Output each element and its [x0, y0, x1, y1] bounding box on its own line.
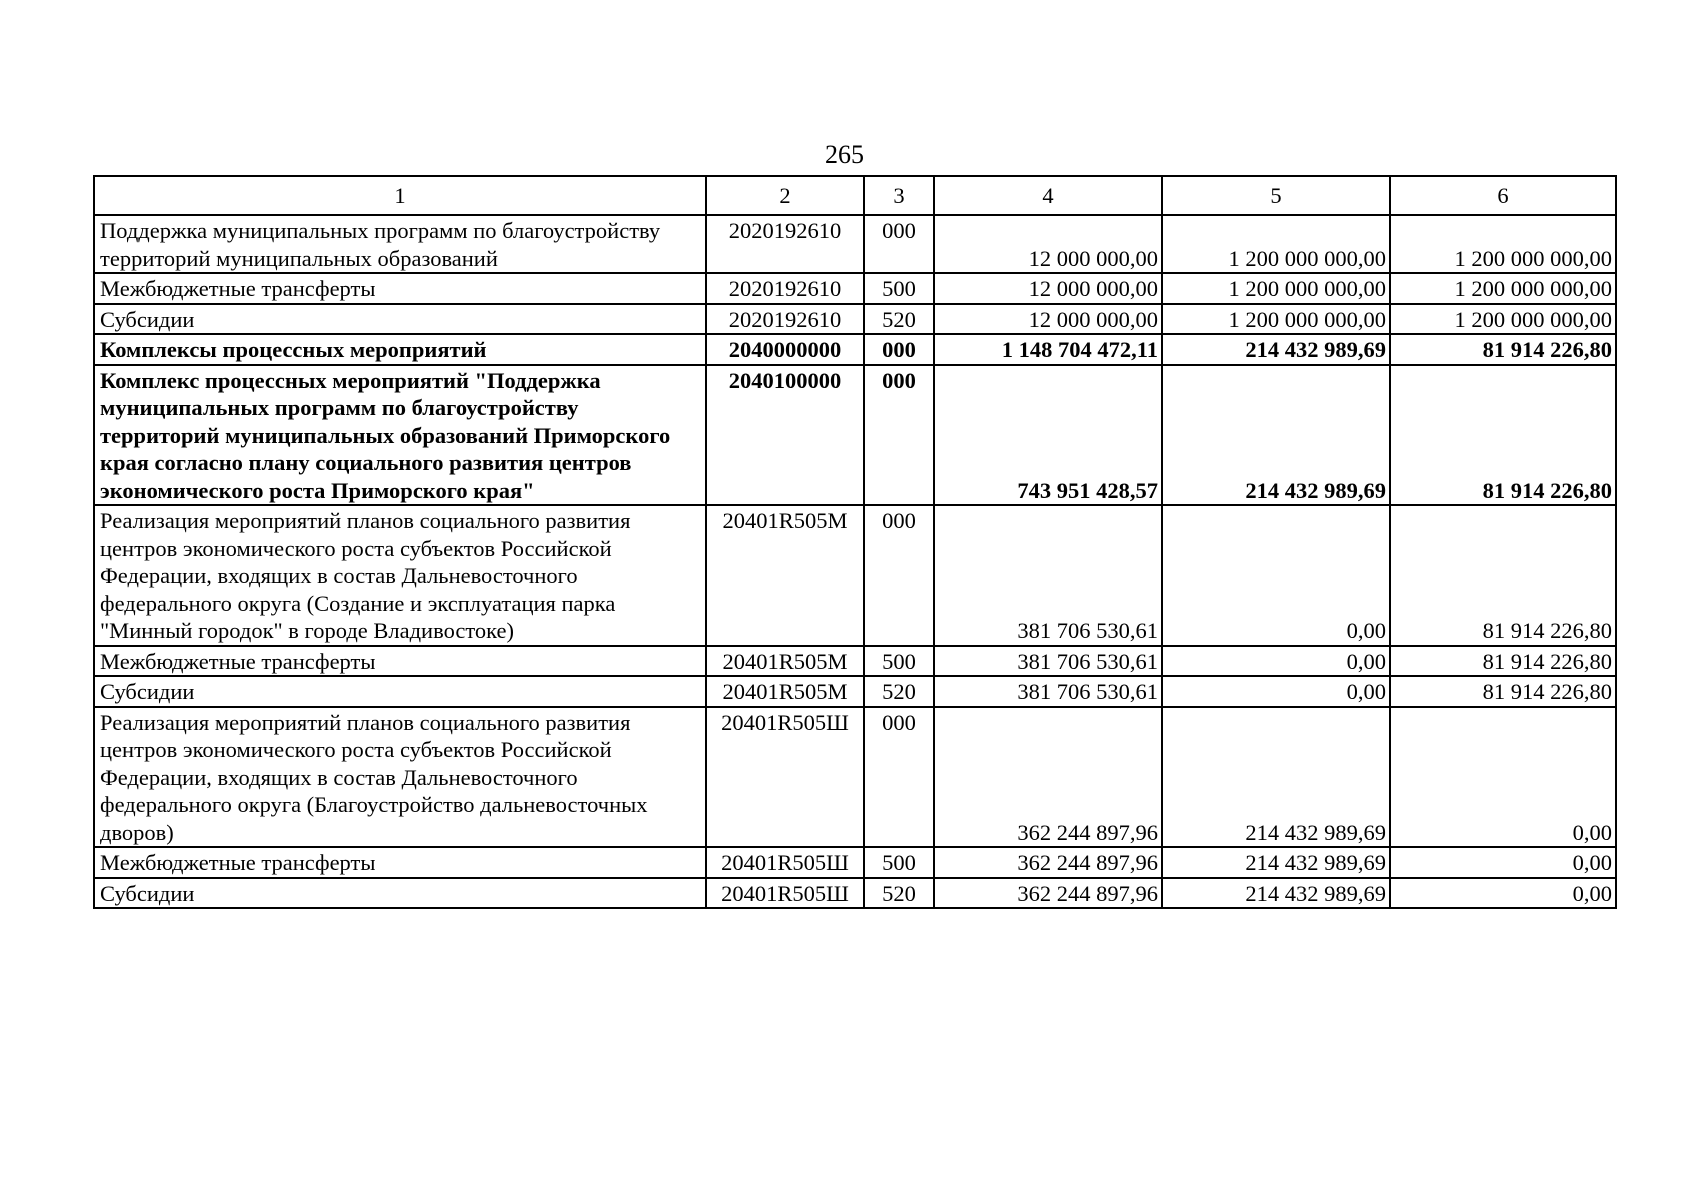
- expense-type-cell: 520: [864, 676, 934, 707]
- table-row: [94, 878, 1616, 909]
- target-code-cell: 2020192610: [706, 215, 864, 273]
- amount-col4-cell: 381 706 530,61: [934, 505, 1162, 646]
- row-name-cell: Комплекс процессных мероприятий "Поддержка муниципальных программ по благоустройству территорий муниципальных образований Приморского края согласно плану социального развития центров экономического роста Приморского края": [94, 365, 706, 506]
- expense-type-cell: 500: [864, 646, 934, 677]
- amount-col4-cell: 12 000 000,00: [934, 215, 1162, 273]
- target-code-cell: 2040100000: [706, 365, 864, 506]
- amount-col6-cell: 0,00: [1390, 847, 1616, 878]
- target-code-cell: 20401R505М: [706, 676, 864, 707]
- expense-type-cell: 000: [864, 334, 934, 365]
- row-name-cell: Межбюджетные трансферты: [94, 273, 706, 304]
- amount-col4-cell: 12 000 000,00: [934, 273, 1162, 304]
- column-header: 6: [1390, 176, 1616, 215]
- amount-col5-cell: 1 200 000 000,00: [1162, 304, 1390, 335]
- expense-type-cell: 000: [864, 505, 934, 646]
- table-row: [94, 334, 1616, 365]
- amount-col4-cell: 381 706 530,61: [934, 646, 1162, 677]
- amount-col5-cell: 214 432 989,69: [1162, 707, 1390, 848]
- amount-col6-cell: 81 914 226,80: [1390, 676, 1616, 707]
- budget-table-body: [94, 176, 1616, 908]
- expense-type-cell: 520: [864, 878, 934, 909]
- budget-table: [93, 175, 1617, 909]
- expense-type-cell: 000: [864, 215, 934, 273]
- expense-type-cell: 500: [864, 273, 934, 304]
- amount-col5-cell: 0,00: [1162, 646, 1390, 677]
- target-code-cell: 20401R505Ш: [706, 878, 864, 909]
- amount-col4-cell: 1 148 704 472,11: [934, 334, 1162, 365]
- amount-col4-cell: 362 244 897,96: [934, 878, 1162, 909]
- amount-col6-cell: 1 200 000 000,00: [1390, 273, 1616, 304]
- target-code-cell: 20401R505Ш: [706, 847, 864, 878]
- row-name-cell: Реализация мероприятий планов социального развития центров экономического роста субъектов Российской Федерации, входящих в состав Дальневосточного федерального округа (Благоустройство дальневосточных дворов): [94, 707, 706, 848]
- row-name-cell: Субсидии: [94, 304, 706, 335]
- table-row: [94, 273, 1616, 304]
- column-header: 1: [94, 176, 706, 215]
- target-code-cell: 20401R505М: [706, 646, 864, 677]
- table-row: [94, 646, 1616, 677]
- amount-col6-cell: 81 914 226,80: [1390, 365, 1616, 506]
- amount-col5-cell: 214 432 989,69: [1162, 334, 1390, 365]
- row-name-cell: Реализация мероприятий планов социального развития центров экономического роста субъектов Российской Федерации, входящих в состав Дальневосточного федерального округа (Создание и эксплуатация парка "Минный городок" в городе Владивостоке): [94, 505, 706, 646]
- row-name-cell: Межбюджетные трансферты: [94, 847, 706, 878]
- amount-col5-cell: 0,00: [1162, 505, 1390, 646]
- column-header: 2: [706, 176, 864, 215]
- table-row: [94, 215, 1616, 273]
- amount-col4-cell: 12 000 000,00: [934, 304, 1162, 335]
- page-number: 265: [825, 140, 864, 169]
- table-row: [94, 707, 1616, 848]
- row-name-cell: Поддержка муниципальных программ по благоустройству территорий муниципальных образований: [94, 215, 706, 273]
- target-code-cell: 20401R505М: [706, 505, 864, 646]
- expense-type-cell: 000: [864, 707, 934, 848]
- table-row: [94, 847, 1616, 878]
- expense-type-cell: 520: [864, 304, 934, 335]
- amount-col5-cell: 1 200 000 000,00: [1162, 273, 1390, 304]
- table-row: [94, 304, 1616, 335]
- table-row: [94, 676, 1616, 707]
- target-code-cell: 20401R505Ш: [706, 707, 864, 848]
- expense-type-cell: 000: [864, 365, 934, 506]
- expense-type-cell: 500: [864, 847, 934, 878]
- amount-col5-cell: 0,00: [1162, 676, 1390, 707]
- row-name-cell: Субсидии: [94, 676, 706, 707]
- target-code-cell: 2020192610: [706, 304, 864, 335]
- amount-col6-cell: 1 200 000 000,00: [1390, 215, 1616, 273]
- amount-col6-cell: 1 200 000 000,00: [1390, 304, 1616, 335]
- target-code-cell: 2040000000: [706, 334, 864, 365]
- amount-col6-cell: 0,00: [1390, 878, 1616, 909]
- table-header-row: [94, 176, 1616, 215]
- amount-col5-cell: 214 432 989,69: [1162, 365, 1390, 506]
- amount-col4-cell: 381 706 530,61: [934, 676, 1162, 707]
- column-header: 3: [864, 176, 934, 215]
- table-row: [94, 365, 1616, 506]
- row-name-cell: Комплексы процессных мероприятий: [94, 334, 706, 365]
- column-header: 4: [934, 176, 1162, 215]
- amount-col5-cell: 1 200 000 000,00: [1162, 215, 1390, 273]
- amount-col5-cell: 214 432 989,69: [1162, 847, 1390, 878]
- amount-col4-cell: 362 244 897,96: [934, 847, 1162, 878]
- row-name-cell: Межбюджетные трансферты: [94, 646, 706, 677]
- column-header: 5: [1162, 176, 1390, 215]
- amount-col6-cell: 0,00: [1390, 707, 1616, 848]
- target-code-cell: 2020192610: [706, 273, 864, 304]
- amount-col4-cell: 743 951 428,57: [934, 365, 1162, 506]
- amount-col5-cell: 214 432 989,69: [1162, 878, 1390, 909]
- amount-col6-cell: 81 914 226,80: [1390, 505, 1616, 646]
- row-name-cell: Субсидии: [94, 878, 706, 909]
- amount-col6-cell: 81 914 226,80: [1390, 334, 1616, 365]
- amount-col4-cell: 362 244 897,96: [934, 707, 1162, 848]
- table-row: [94, 505, 1616, 646]
- amount-col6-cell: 81 914 226,80: [1390, 646, 1616, 677]
